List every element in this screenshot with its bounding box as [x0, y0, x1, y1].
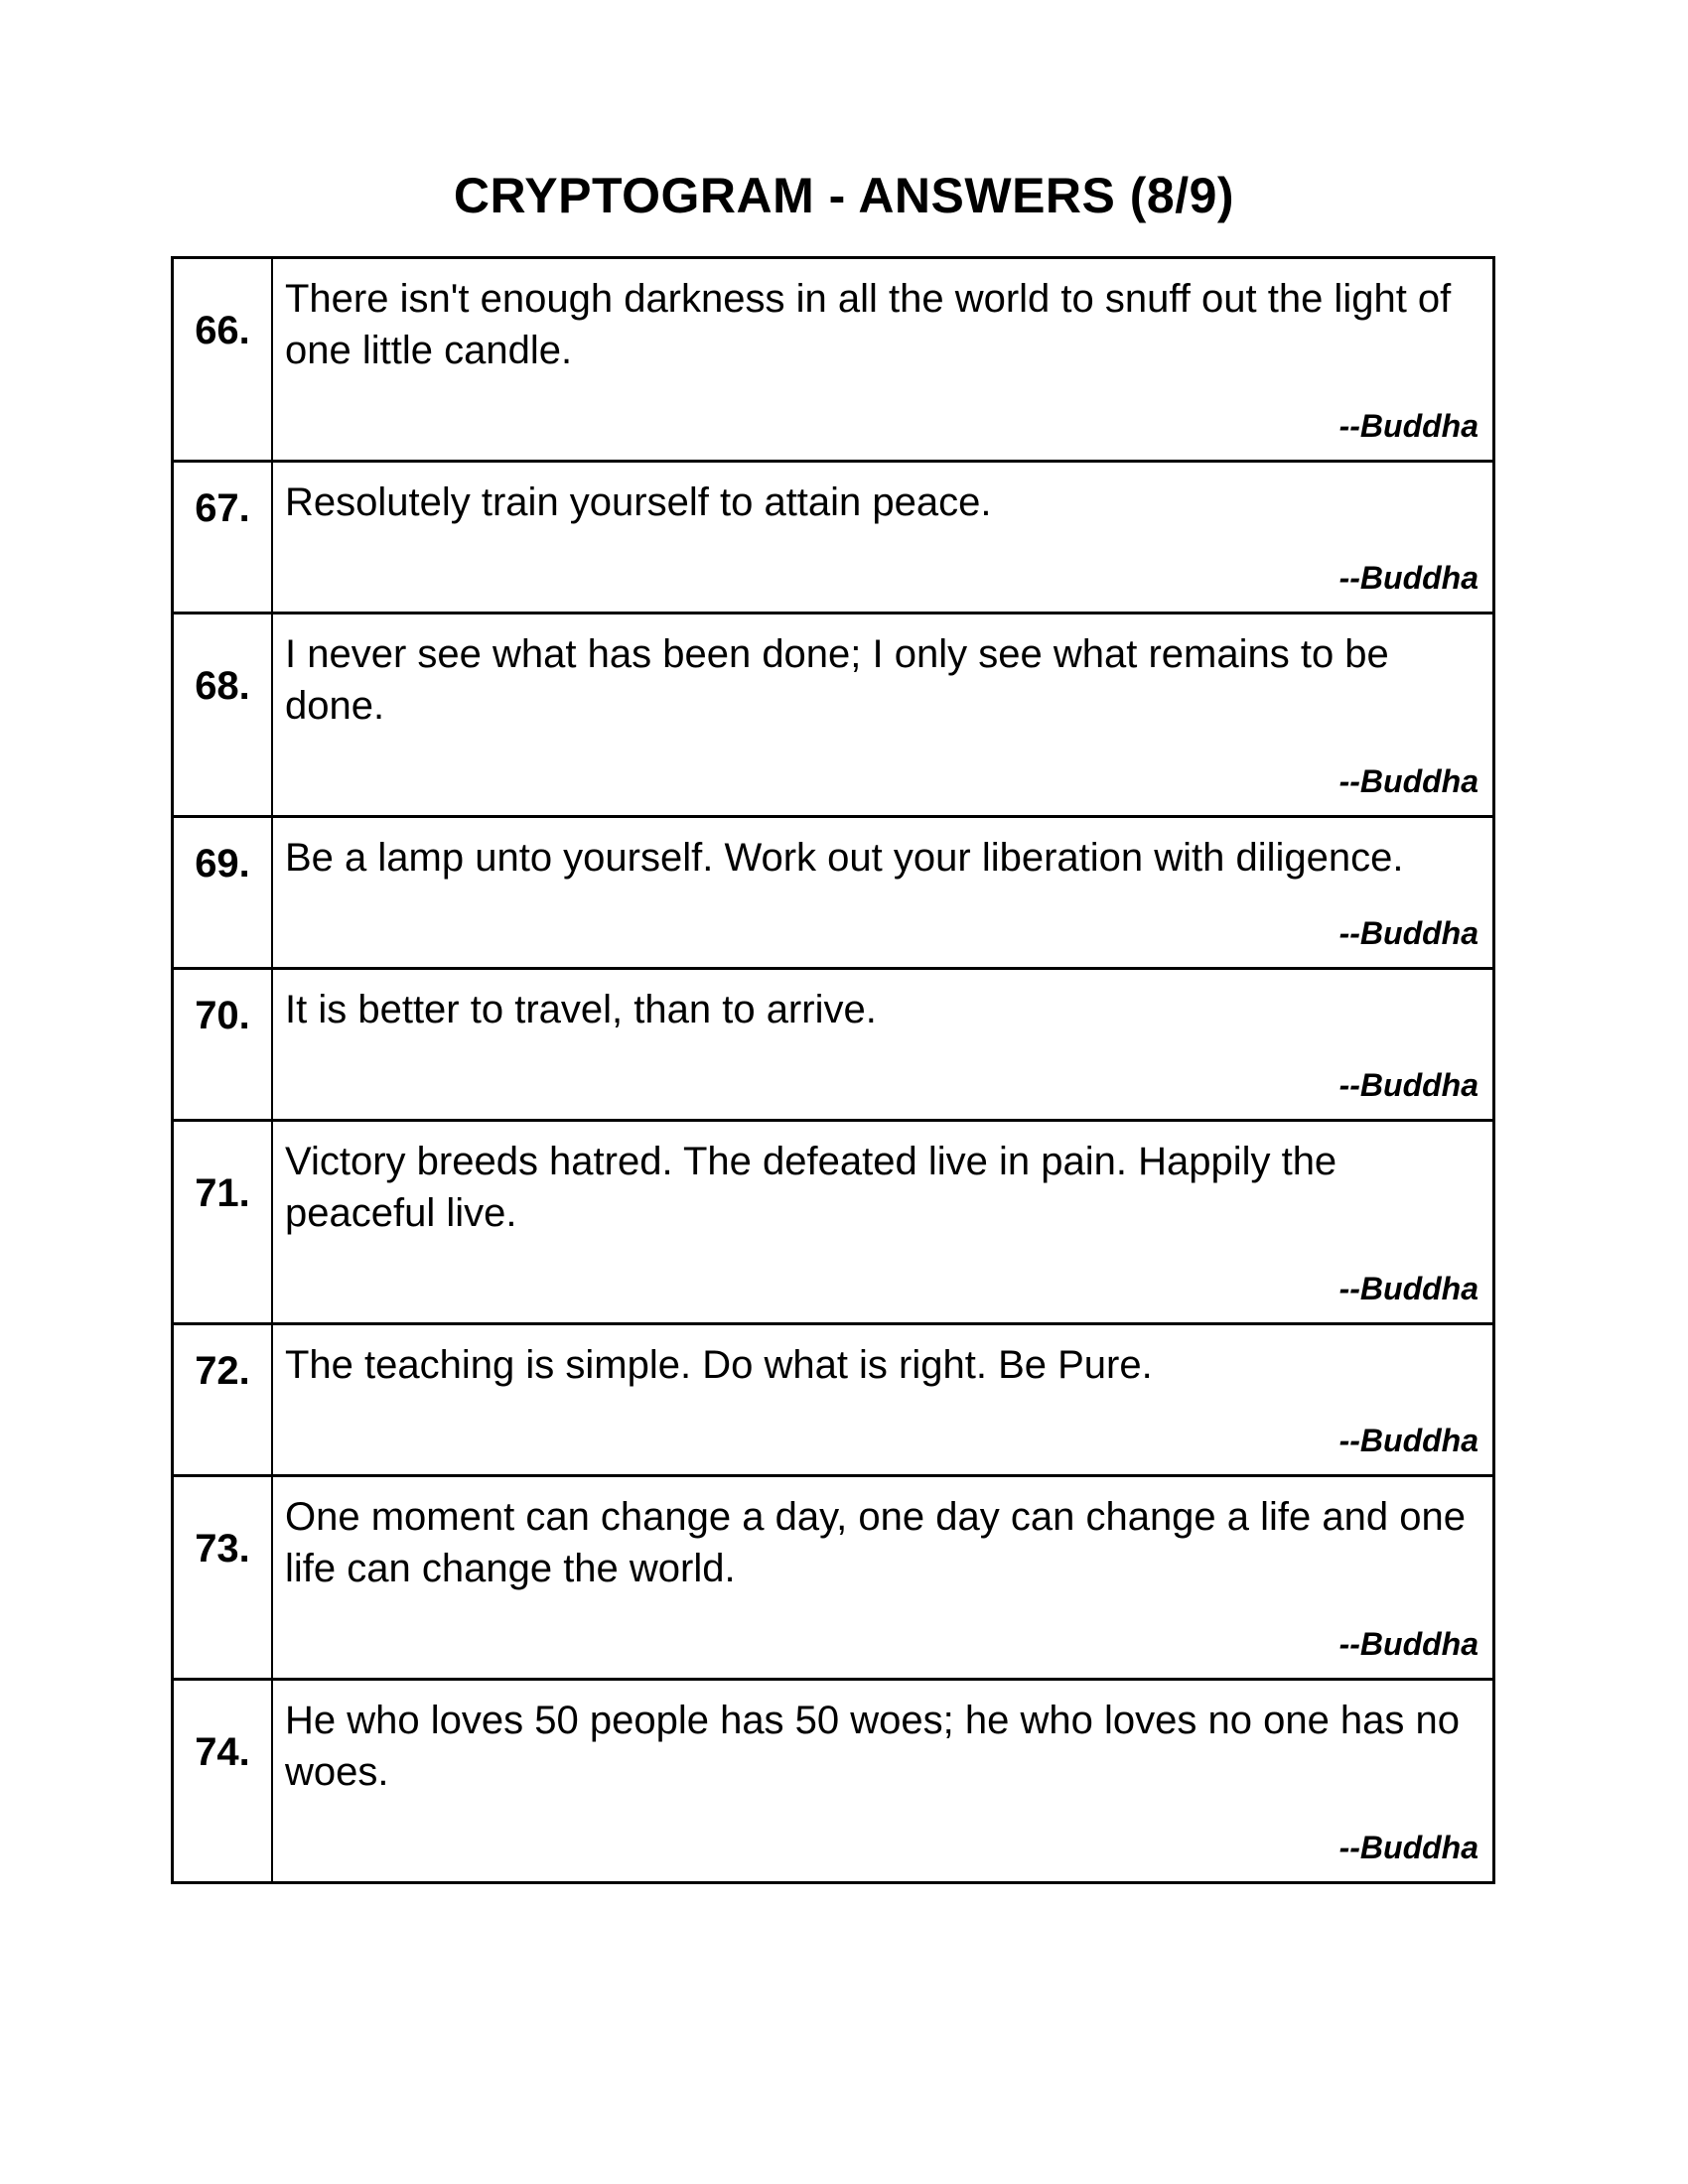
quote-text: It is better to travel, than to arrive. [285, 988, 877, 1031]
row-content [273, 259, 1492, 460]
quote-attribution: --Buddha [1338, 1271, 1478, 1306]
quote-attribution: --Buddha [1338, 1067, 1478, 1103]
row-number: 71. [174, 1122, 273, 1322]
row-content [273, 970, 1492, 1119]
quote-text: There isn't enough darkness in all the world to snuff out the light of one little candle. [285, 277, 1452, 372]
quote-attribution: --Buddha [1338, 763, 1478, 799]
row-number: 72. [174, 1325, 273, 1474]
table-row [174, 612, 1492, 815]
quote-attribution: --Buddha [1338, 1423, 1478, 1458]
quote-text: Be a lamp unto yourself. Work out your liberation with diligence. [285, 836, 1404, 880]
quote-text: I never see what has been done; I only see what remains to be done. [285, 632, 1389, 728]
row-number: 73. [174, 1477, 273, 1678]
answers-table [171, 256, 1495, 1884]
row-content [273, 1122, 1492, 1322]
row-content [273, 1477, 1492, 1678]
row-number: 74. [174, 1681, 273, 1881]
quote-attribution: --Buddha [1338, 1626, 1478, 1662]
quote-text: Victory breeds hatred. The defeated live in pain. Happily the peaceful live. [285, 1140, 1337, 1235]
row-number: 66. [174, 259, 273, 460]
quote-text: One moment can change a day, one day can change a life and one life can change the world. [285, 1495, 1466, 1590]
table-row [174, 1322, 1492, 1474]
table-row [174, 1119, 1492, 1322]
quote-text: The teaching is simple. Do what is right. Be Pure. [285, 1343, 1153, 1387]
quote-text: He who loves 50 people has 50 woes; he who loves no one has no woes. [285, 1699, 1461, 1794]
row-content [273, 614, 1492, 815]
row-content [273, 1681, 1492, 1881]
page-title: CRYPTOGRAM - ANSWERS (8/9) [453, 168, 1235, 223]
row-content [273, 463, 1492, 612]
table-row [174, 1678, 1492, 1881]
row-content [273, 1325, 1492, 1474]
table-row [174, 259, 1492, 460]
table-row [174, 460, 1492, 612]
row-number: 70. [174, 970, 273, 1119]
table-row [174, 967, 1492, 1119]
row-number: 67. [174, 463, 273, 612]
table-row [174, 1474, 1492, 1678]
row-content [273, 818, 1492, 967]
quote-attribution: --Buddha [1338, 1830, 1478, 1865]
quote-attribution: --Buddha [1338, 560, 1478, 596]
quote-attribution: --Buddha [1338, 408, 1478, 444]
table-row [174, 815, 1492, 967]
row-number: 69. [174, 818, 273, 967]
quote-attribution: --Buddha [1338, 915, 1478, 951]
row-number: 68. [174, 614, 273, 815]
quote-text: Resolutely train yourself to attain peace. [285, 480, 992, 524]
